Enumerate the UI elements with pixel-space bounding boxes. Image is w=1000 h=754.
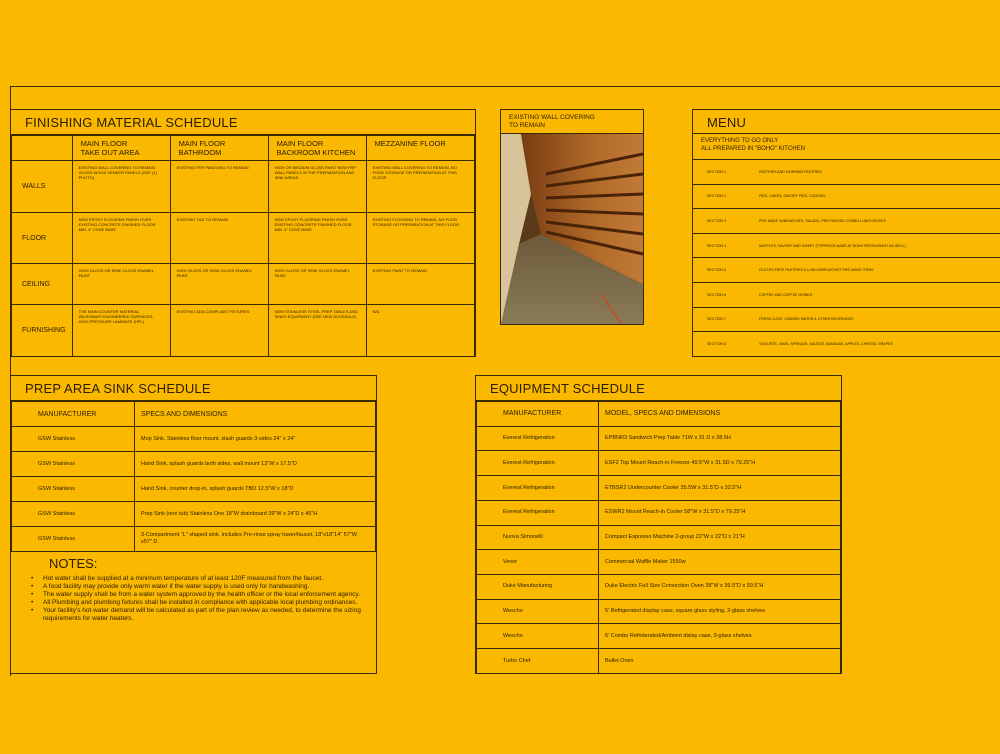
menu-section-desc: FRESH JUICE, CANNED WATER & OTHER BEVERAGES xyxy=(759,317,854,322)
menu-section-name: SECTION 6 xyxy=(707,292,726,297)
sink-spec: 3-Compartment "L" shaped sink, includes Pre-rinse spray tower/faucet, 18"x18"14" 57"W x57" D xyxy=(135,527,376,552)
finishing-cell: EXISTING FRP PANELING TO REMAIN xyxy=(170,161,268,213)
finishing-cell: N/A xyxy=(366,305,474,357)
sink-manufacturer: GSW Stainless xyxy=(12,427,135,452)
note-item: • Your facility's hot water demand will be calculated as part of the plan review as needed, to determine the sizing requirements for water heaters. xyxy=(31,607,366,623)
finishing-cell: NEW STAINLESS STEEL PREP TABLES AND SINKS EQUIPMENT (SEE NEW SCHEDULE) xyxy=(268,305,366,357)
menu-section-desc: PIES, CAKES, SAVORY PIES, COOKIES xyxy=(759,194,826,199)
sink-spec: Hand Sink, counter drop-in, splash guards TBD 12.5"W x 18"D xyxy=(135,477,376,502)
menu-section-desc: PASTRIES AND MORNING PASTRIES xyxy=(759,169,822,174)
equipment-row xyxy=(477,426,841,451)
row-label: FLOOR xyxy=(12,212,73,264)
menu-sub-line2: ALL PREPARED IN "BOHO" KITCHEN xyxy=(701,146,805,152)
sink-manufacturer: GSW Stainless xyxy=(12,502,135,527)
finishing-row-ceiling xyxy=(12,264,475,305)
equipment-header-row xyxy=(477,402,841,427)
menu-section-name: SECTION 4 xyxy=(707,243,726,248)
menu-section-desc: WAFFLES, SAVORY AND SWEET (TOPPINGS MADE AT BOHO RESTAURANT AS WELL) xyxy=(759,243,906,248)
equipment-row xyxy=(477,649,841,674)
equipment-manufacturer: Turbo Chef xyxy=(477,649,599,674)
menu-section-name: SECTION 8 xyxy=(707,342,726,347)
equipment-spec: EPBNR3 Sandwich Prep Table 71W x 31 D x 38.5H xyxy=(599,426,841,451)
finishing-cell: EXISTING PAINT TO REMAIN xyxy=(366,264,474,305)
note-item: • A food facility may provide only warm water if the water supply is used only for handwashing. xyxy=(31,583,366,591)
sink-spec: Prep Sink (one tub) Stainless One 18"W drainboard 39"W x 24"D x 45"H xyxy=(135,502,376,527)
menu-section-row xyxy=(693,160,1000,185)
menu-section-row xyxy=(693,209,1000,234)
finishing-cell: NEW EPOXY FLOORING FINISH OVER EXISTING CONCRETE FINISHED FLOOR MIN. 4" COVE BASE xyxy=(268,212,366,264)
caption-line1: EXISTING WALL COVERING xyxy=(509,114,595,121)
equipment-row xyxy=(477,476,841,501)
row-label: CEILING xyxy=(12,264,73,305)
prep-area-sink-schedule xyxy=(10,375,377,674)
equipment-spec: Commercial Waffle Maker 1550w xyxy=(599,550,841,575)
menu-section-row xyxy=(693,258,1000,283)
equipment-spec: ESWR2 Mount Reach-in Cooler 58"W x 31.5"D x 79.25"H xyxy=(599,500,841,525)
sink-manufacturer: GSW Stainless xyxy=(12,527,135,552)
notes-list xyxy=(21,575,366,623)
sink-row xyxy=(12,427,376,452)
equipment-spec: Duke Electric Full Size Convection Oven 38"W x 39.5"D x 59.5"H xyxy=(599,575,841,600)
finishing-col-header xyxy=(366,136,474,161)
equipment-row xyxy=(477,624,841,649)
wall-covering-photo-panel xyxy=(500,109,644,325)
finishing-col-header xyxy=(268,136,366,161)
note-item: • All Plumbing and plumbing fixtures shall be installed in compliance with applicable local plumbing ordinances. xyxy=(31,599,366,607)
finishing-col-header xyxy=(170,136,268,161)
finishing-cell: EXISTING ADA COMPLIANT FIXTURES xyxy=(170,305,268,357)
equipment-spec: 5' Refrigerated display case, square glass styling, 2-glass shelves xyxy=(599,599,841,624)
finishing-material-schedule xyxy=(10,109,476,357)
equipment-title: EQUIPMENT SCHEDULE xyxy=(476,376,841,401)
wood-wall-photo xyxy=(501,134,643,324)
menu-section-row xyxy=(693,332,1000,357)
menu-subtitle xyxy=(693,134,1000,160)
notes-title: NOTES: xyxy=(49,556,98,571)
equipment-head-manufacturer: MANUFACTURER xyxy=(477,402,599,427)
equipment-spec: Compact Espresso Machine 2-group 22"W x 22"D x 21"H xyxy=(599,525,841,550)
caption-line2: TO REMAIN xyxy=(509,122,545,129)
equipment-manufacturer: Wescho xyxy=(477,624,599,649)
finishing-cell: EXISTING TILE TO REMAIN xyxy=(170,212,268,264)
menu-section-desc: YOGURTS, JAMS, SPREADS, SAUCES, BANANAS, APPLES, CHEESE, GRAPES xyxy=(759,342,893,347)
sink-manufacturer: GSW Stainless xyxy=(12,477,135,502)
row-label: FURNISHING xyxy=(12,305,73,357)
menu-section-name: SECTION 2 xyxy=(707,194,726,199)
sink-row xyxy=(12,502,376,527)
menu-section-name: SECTION 1 xyxy=(707,169,726,174)
finishing-table xyxy=(11,135,475,357)
col-line1: MAIN FLOOR xyxy=(80,139,128,148)
sink-row xyxy=(12,527,376,552)
sink-title: PREP AREA SINK SCHEDULE xyxy=(11,376,376,401)
col-line2: BATHROOM xyxy=(178,148,222,157)
note-item: • Hot water shall be supplied at a minimum temperature of at least 120F measured from the faucet. xyxy=(31,575,366,583)
equipment-manufacturer: Everest Refrigeration xyxy=(477,426,599,451)
menu-section-row xyxy=(693,283,1000,308)
finishing-cell: HIGH GLOSS OR SEMI GLOSS ENAMEL PAINT xyxy=(268,264,366,305)
menu-section-row xyxy=(693,308,1000,333)
col-line1: MAIN FLOOR xyxy=(178,139,226,148)
row-label: WALLS xyxy=(12,161,73,213)
equipment-manufacturer: Everest Refrigeration xyxy=(477,451,599,476)
sink-head-manufacturer: MANUFACTURER xyxy=(12,402,135,427)
finishing-cell: HIGH OR MEDIUM GLOSS PAINT NEW FRP WALL PANELS IN THE PREPARATION AND SINK AREAS xyxy=(268,161,366,213)
menu-section-name: SECTION 5 xyxy=(707,268,726,273)
finishing-cell: HIGH GLOSS OR SEMI GLOSS ENAMEL PAINT xyxy=(72,264,170,305)
menu-panel xyxy=(692,109,1000,357)
equipment-manufacturer: Vevor xyxy=(477,550,599,575)
equipment-schedule xyxy=(475,375,842,674)
finishing-row-walls xyxy=(12,161,475,213)
sink-row xyxy=(12,477,376,502)
finishing-corner-cell xyxy=(12,136,73,161)
finishing-row-floor xyxy=(12,212,475,264)
equipment-manufacturer: Everest Refrigeration xyxy=(477,500,599,525)
equipment-row xyxy=(477,575,841,600)
notes-section xyxy=(11,552,376,623)
menu-title: MENU xyxy=(693,110,1000,134)
equipment-row xyxy=(477,451,841,476)
menu-section-name: SECTION 7 xyxy=(707,317,726,322)
equipment-head-specs: MODEL, SPECS AND DIMENSIONS xyxy=(599,402,841,427)
finishing-cell: HIGH GLOSS OR SEMI GLOSS ENAMEL PAINT xyxy=(170,264,268,305)
col-line1: MAIN FLOOR xyxy=(276,139,324,148)
menu-section-desc: PRE-MADE SANDWICHES, SALADS, PRE-PACKED COMBO LUNCH BOXES xyxy=(759,218,886,223)
menu-section-name: SECTION 3 xyxy=(707,218,726,223)
equipment-row xyxy=(477,550,841,575)
menu-section-row xyxy=(693,234,1000,259)
note-item: • The water supply shall be from a water system approved by the health officer or the local enforcement agency. xyxy=(31,591,366,599)
sink-manufacturer: GSW Stainless xyxy=(12,452,135,477)
equipment-manufacturer: Duke Manufacturing xyxy=(477,575,599,600)
equipment-row xyxy=(477,525,841,550)
sink-header-row xyxy=(12,402,376,427)
equipment-spec: ESF2 Top Mount Reach-in Freezer 49.5"W x 31.5D x 79.25"H xyxy=(599,451,841,476)
equipment-spec: 6' Combo Refriderated/Ambient dislay case, 3-glass shelves xyxy=(599,624,841,649)
menu-section-desc: COFFEE AND COFFEE DRINKS xyxy=(759,292,813,297)
equipment-manufacturer: Wescho xyxy=(477,599,599,624)
finishing-header-row xyxy=(12,136,475,161)
finishing-title: FINISHING MATERIAL SCHEDULE xyxy=(11,110,475,135)
finishing-cell: EXISTING WALL COVERING TO REMAIN, GLOSS WOOD VENEER PANELS (SEE (1) PHOTO) xyxy=(72,161,170,213)
col-line2: BACKROOM KITCHEN xyxy=(276,148,356,157)
equipment-spec: Bullet Oven xyxy=(599,649,841,674)
finishing-cell: EXISTING WALL COVERING TO REMAIN, NO FOOD STORAGE OR PREPARATION AT THIS FLOOR xyxy=(366,161,474,213)
finishing-cell: EXISTING FLOORING TO REMAIN, NO FOOD STORAGE OR PREPARATION AT THIS FLOOR xyxy=(366,212,474,264)
equipment-manufacturer: Everest Refrigeration xyxy=(477,476,599,501)
equipment-table xyxy=(476,401,841,674)
sheet-top-border xyxy=(10,86,1000,87)
finishing-cell: NEW EPOXY FLOORING FINISH OVER EXISTING CONCRETE FINISHED FLOOR MIN. 4" COVE BASE xyxy=(72,212,170,264)
sink-spec: Hand Sink, splash guards both sides, wall mount 13"W x 17.5"D xyxy=(135,452,376,477)
equipment-row xyxy=(477,599,841,624)
equipment-manufacturer: Nuova Simonelli xyxy=(477,525,599,550)
menu-sub-line1: EVERYTHING TO GO ONLY xyxy=(701,138,779,144)
sink-row xyxy=(12,452,376,477)
col-line1: MEZZANINE FLOOR xyxy=(374,139,446,148)
sink-head-specs: SPECS AND DIMENSIONS xyxy=(135,402,376,427)
finishing-cell: THE MAIN COUNTER MATERIAL WILSONART ENGINEERED SURFACES, HIGH PRESSURE LAMINATE (HPL) xyxy=(72,305,170,357)
sink-table xyxy=(11,401,376,552)
menu-section-desc: GLUTEN FREE PASTRIES & LUNCH/BREAKFAST PRE-MADE ITEMS xyxy=(759,268,874,273)
photo-caption xyxy=(501,110,643,134)
equipment-spec: ETBSR2 Undercounter Cooler 35.5W x 31.5"D x 32.5"H xyxy=(599,476,841,501)
equipment-row xyxy=(477,500,841,525)
col-line2: TAKE OUT AREA xyxy=(80,148,140,157)
finishing-col-header xyxy=(72,136,170,161)
sink-spec: Mop Sink, Stainless floor mount, slash guards 3-sides 24" x 24" xyxy=(135,427,376,452)
finishing-row-furnishing xyxy=(12,305,475,357)
menu-section-row xyxy=(693,185,1000,210)
